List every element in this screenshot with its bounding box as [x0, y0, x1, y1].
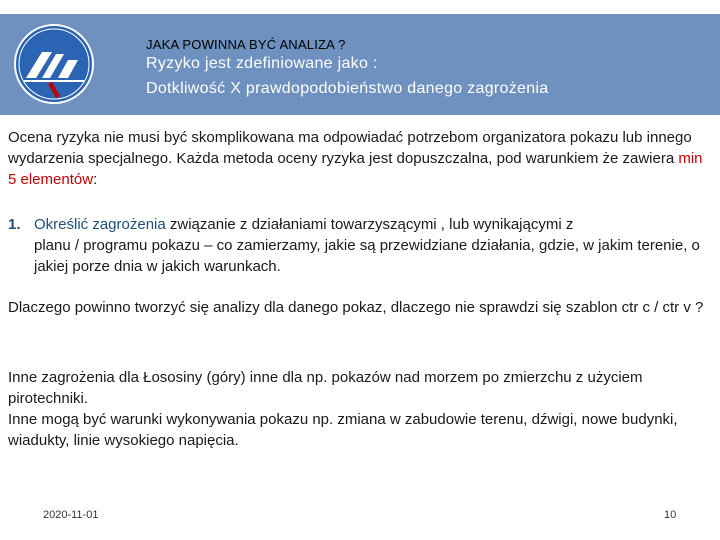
intro-paragraph: [8, 127, 708, 190]
intro-text: Ocena ryzyka nie musi być skomplikowana ma odpowiadać potrzebom organizatora pokazu lub innego wydarzenia specjalnego. Każda metoda oceny ryzyka jest dopuszczalna, pod warunkiem że zawiera: [8, 129, 692, 167]
organization-logo: [12, 22, 96, 106]
list-text-rest: planu / programu pokazu – co zamierzamy, jakie są przewidziane działania, gdzie, w jakim terenie, o jakiej porze dnia w jakich warunkach.: [34, 237, 700, 275]
hazards-line-1: Inne zagrożenia dla Łososiny (góry) inne dla np. pokazów nad morzem po zmierzchu z użyciem pirotechniki.: [8, 369, 643, 407]
slide-title: JAKA POWINNA BYĆ ANALIZA ?: [146, 37, 346, 52]
hazards-line-2: Inne mogą być warunki wykonywania pokazu np. zmiana w zabudowie terenu, dźwigi, nowe budynki, wiadukty, linie wysokiego napięcia.: [8, 411, 678, 449]
list-keyword: Określić zagrożenia: [34, 216, 166, 233]
definition-line-2: Dotkliwość X prawdopodobieństwo danego zagrożenia: [146, 80, 549, 97]
list-item-1: [8, 214, 708, 277]
min-elements-highlight: min 5 elementów: [8, 150, 703, 188]
list-number: 1.: [8, 216, 21, 233]
hazards-paragraph: [8, 367, 708, 451]
footer-date: 2020-11-01: [43, 509, 99, 521]
definition-line-1: Ryzyko jest zdefiniowane jako :: [146, 55, 378, 72]
question-paragraph: Dlaczego powinno tworzyć się analizy dla danego pokaz, dlaczego nie sprawdzi się szablon ctr c / ctr v ?: [8, 299, 704, 316]
list-text-line1: związanie z działaniami towarzyszącymi , lub wynikającymi z: [165, 216, 574, 233]
page-number: 10: [664, 509, 677, 521]
intro-colon: :: [93, 171, 98, 188]
